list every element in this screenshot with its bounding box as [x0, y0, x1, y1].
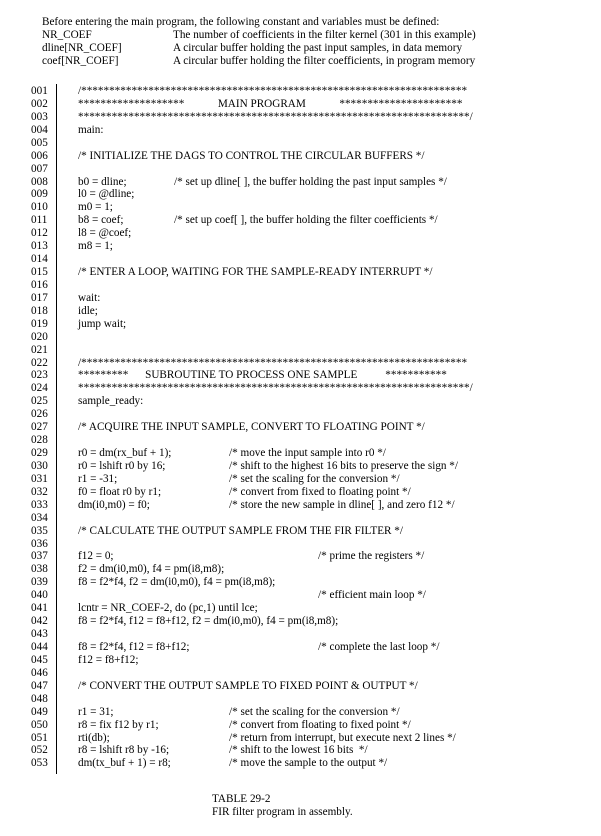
code-text: f8 = f2*f4, f2 = dm(i0,m0), f4 = pm(i8,m8);	[78, 576, 276, 589]
line-number: 034	[31, 511, 48, 524]
code-text: lcntr = NR_COEF-2, do (pc,1) until lce;	[78, 602, 258, 615]
line-number: 052	[31, 744, 48, 757]
line-number: 049	[31, 705, 48, 718]
code-comment: /* set the scaling for the conversion */	[229, 705, 400, 718]
line-number: 017	[31, 291, 48, 304]
caption-text: FIR filter program in assembly.	[212, 806, 353, 818]
line-number: 038	[31, 563, 48, 576]
line-number: 027	[31, 421, 48, 434]
code-text: /* CONVERT THE OUTPUT SAMPLE TO FIXED POINT & OUTPUT */	[78, 679, 418, 692]
code-text: f8 = f2*f4, f12 = f8+f12;	[78, 640, 190, 653]
line-number: 050	[31, 718, 48, 731]
line-number: 019	[31, 317, 48, 330]
line-number: 007	[31, 162, 48, 175]
code-text: main:	[78, 123, 104, 136]
code-text: f12 = f8+f12;	[78, 653, 139, 666]
line-number: 021	[31, 343, 48, 356]
def-desc-coef: A circular buffer holding the filter coefficients, in program memory	[173, 55, 476, 67]
line-number: 009	[31, 188, 48, 201]
line-number: 004	[31, 123, 48, 136]
line-number: 043	[31, 628, 48, 641]
line-number: 030	[31, 459, 48, 472]
caption-number: TABLE 29-2	[212, 793, 271, 805]
code-comment: /* move the sample to the output */	[229, 757, 388, 770]
code-text: rti(db);	[78, 731, 110, 744]
line-number: 023	[31, 369, 48, 382]
line-number: 002	[31, 97, 48, 110]
line-number: 044	[31, 640, 48, 653]
def-desc-nr-coef: The number of coefficients in the filter kernel (301 in this example)	[173, 29, 476, 41]
code-comment: /* complete the last loop */	[318, 640, 440, 653]
intro-lead: Before entering the main program, the following constant and variables must be defined:	[42, 16, 440, 28]
line-number: 029	[31, 447, 48, 460]
code-text: dm(i0,m0) = f0;	[78, 498, 150, 511]
code-comment: /* move the input sample into r0 */	[229, 447, 386, 460]
code-text: l8 = @coef;	[78, 227, 132, 240]
code-text: r1 = 31;	[78, 705, 114, 718]
line-number: 006	[31, 149, 48, 162]
line-number: 053	[31, 757, 48, 770]
line-number: 015	[31, 266, 48, 279]
line-number: 003	[31, 110, 48, 123]
code-text: r0 = dm(rx_buf + 1);	[78, 447, 172, 460]
code-comment: /* prime the registers */	[318, 550, 425, 563]
code-comment: /* shift to the lowest 16 bits */	[229, 744, 368, 757]
code-text: b0 = dline;	[78, 175, 127, 188]
code-text: /* CALCULATE THE OUTPUT SAMPLE FROM THE FIR FILTER */	[78, 524, 403, 537]
line-number: 051	[31, 731, 48, 744]
code-text: /*********************************************************************	[78, 356, 468, 369]
code-comment: /* set up dline[ ], the buffer holding the past input samples */	[174, 175, 447, 188]
line-number: 026	[31, 408, 48, 421]
line-number: 014	[31, 253, 48, 266]
code-comment: /* efficient main loop */	[318, 589, 426, 602]
code-text: **********************************************************************/	[78, 110, 473, 123]
code-text: r8 = fix f12 by r1;	[78, 718, 159, 731]
def-name-nr-coef: NR_COEF	[42, 29, 92, 41]
code-text: r0 = lshift r0 by 16;	[78, 459, 166, 472]
code-comment: /* convert from fixed to floating point */	[229, 485, 411, 498]
line-number: 042	[31, 615, 48, 628]
code-text: l0 = @dline;	[78, 188, 135, 201]
code-text: wait:	[78, 291, 101, 304]
line-number: 047	[31, 679, 48, 692]
line-number: 020	[31, 330, 48, 343]
code-text: m0 = 1;	[78, 201, 113, 214]
line-number: 013	[31, 240, 48, 253]
code-text: ********* SUBROUTINE TO PROCESS ONE SAMPLE ***********	[78, 369, 447, 382]
line-number: 025	[31, 395, 48, 408]
def-name-coef: coef[NR_COEF]	[42, 55, 119, 67]
line-number: 016	[31, 278, 48, 291]
code-text: sample_ready:	[78, 395, 144, 408]
code-comment: /* convert from floating to fixed point */	[229, 718, 411, 731]
line-number: 001	[31, 85, 48, 97]
code-text: r1 = -31;	[78, 472, 118, 485]
code-text: f2 = dm(i0,m0), f4 = pm(i8,m8);	[78, 563, 225, 576]
code-comment: /* shift to the highest 16 bits to preserve the sign */	[229, 459, 459, 472]
line-number: 041	[31, 602, 48, 615]
line-number: 046	[31, 666, 48, 679]
line-number: 028	[31, 434, 48, 447]
code-text: f8 = f2*f4, f12 = f8+f12, f2 = dm(i0,m0), f4 = pm(i8,m8);	[78, 615, 339, 628]
line-number: 036	[31, 537, 48, 550]
line-number: 037	[31, 550, 48, 563]
line-number: 045	[31, 653, 48, 666]
code-text: idle;	[78, 304, 98, 317]
code-text: b8 = coef;	[78, 214, 124, 227]
code-comment: /* store the new sample in dline[ ], and zero f12 */	[229, 498, 455, 511]
line-number: 032	[31, 485, 48, 498]
line-number: 035	[31, 524, 48, 537]
code-text: jump wait;	[78, 317, 127, 330]
line-number: 011	[31, 214, 48, 227]
line-number: 005	[31, 136, 48, 149]
code-text: /* INITIALIZE THE DAGS TO CONTROL THE CIRCULAR BUFFERS */	[78, 149, 425, 162]
line-number: 008	[31, 175, 48, 188]
code-text: dm(tx_buf + 1) = r8;	[78, 757, 171, 770]
code-comment: /* return from interrupt, but execute next 2 lines */	[229, 731, 456, 744]
code-comment: /* set the scaling for the conversion */	[229, 472, 400, 485]
line-number: 048	[31, 692, 48, 705]
line-number-divider	[56, 84, 57, 774]
line-number: 040	[31, 589, 48, 602]
line-number: 022	[31, 356, 48, 369]
def-desc-dline: A circular buffer holding the past input samples, in data memory	[173, 42, 463, 54]
code-text: /* ENTER A LOOP, WAITING FOR THE SAMPLE-READY INTERRUPT */	[78, 266, 433, 279]
line-number: 012	[31, 227, 48, 240]
line-number: 039	[31, 576, 48, 589]
line-number: 018	[31, 304, 48, 317]
code-text: r8 = lshift r8 by -16;	[78, 744, 170, 757]
line-number: 033	[31, 498, 48, 511]
code-comment: /* set up coef[ ], the buffer holding the filter coefficients */	[174, 214, 438, 227]
code-text: **********************************************************************/	[78, 382, 473, 395]
code-text: f0 = float r0 by r1;	[78, 485, 162, 498]
code-text: m8 = 1;	[78, 240, 113, 253]
code-text: /*********************************************************************	[78, 85, 468, 97]
def-name-dline: dline[NR_COEF]	[42, 42, 122, 54]
line-number: 010	[31, 201, 48, 214]
line-number: 024	[31, 382, 48, 395]
code-text: ******************* MAIN PROGRAM **********************	[78, 97, 463, 110]
line-number: 031	[31, 472, 48, 485]
code-text: /* ACQUIRE THE INPUT SAMPLE, CONVERT TO FLOATING POINT */	[78, 421, 425, 434]
code-text: f12 = 0;	[78, 550, 114, 563]
